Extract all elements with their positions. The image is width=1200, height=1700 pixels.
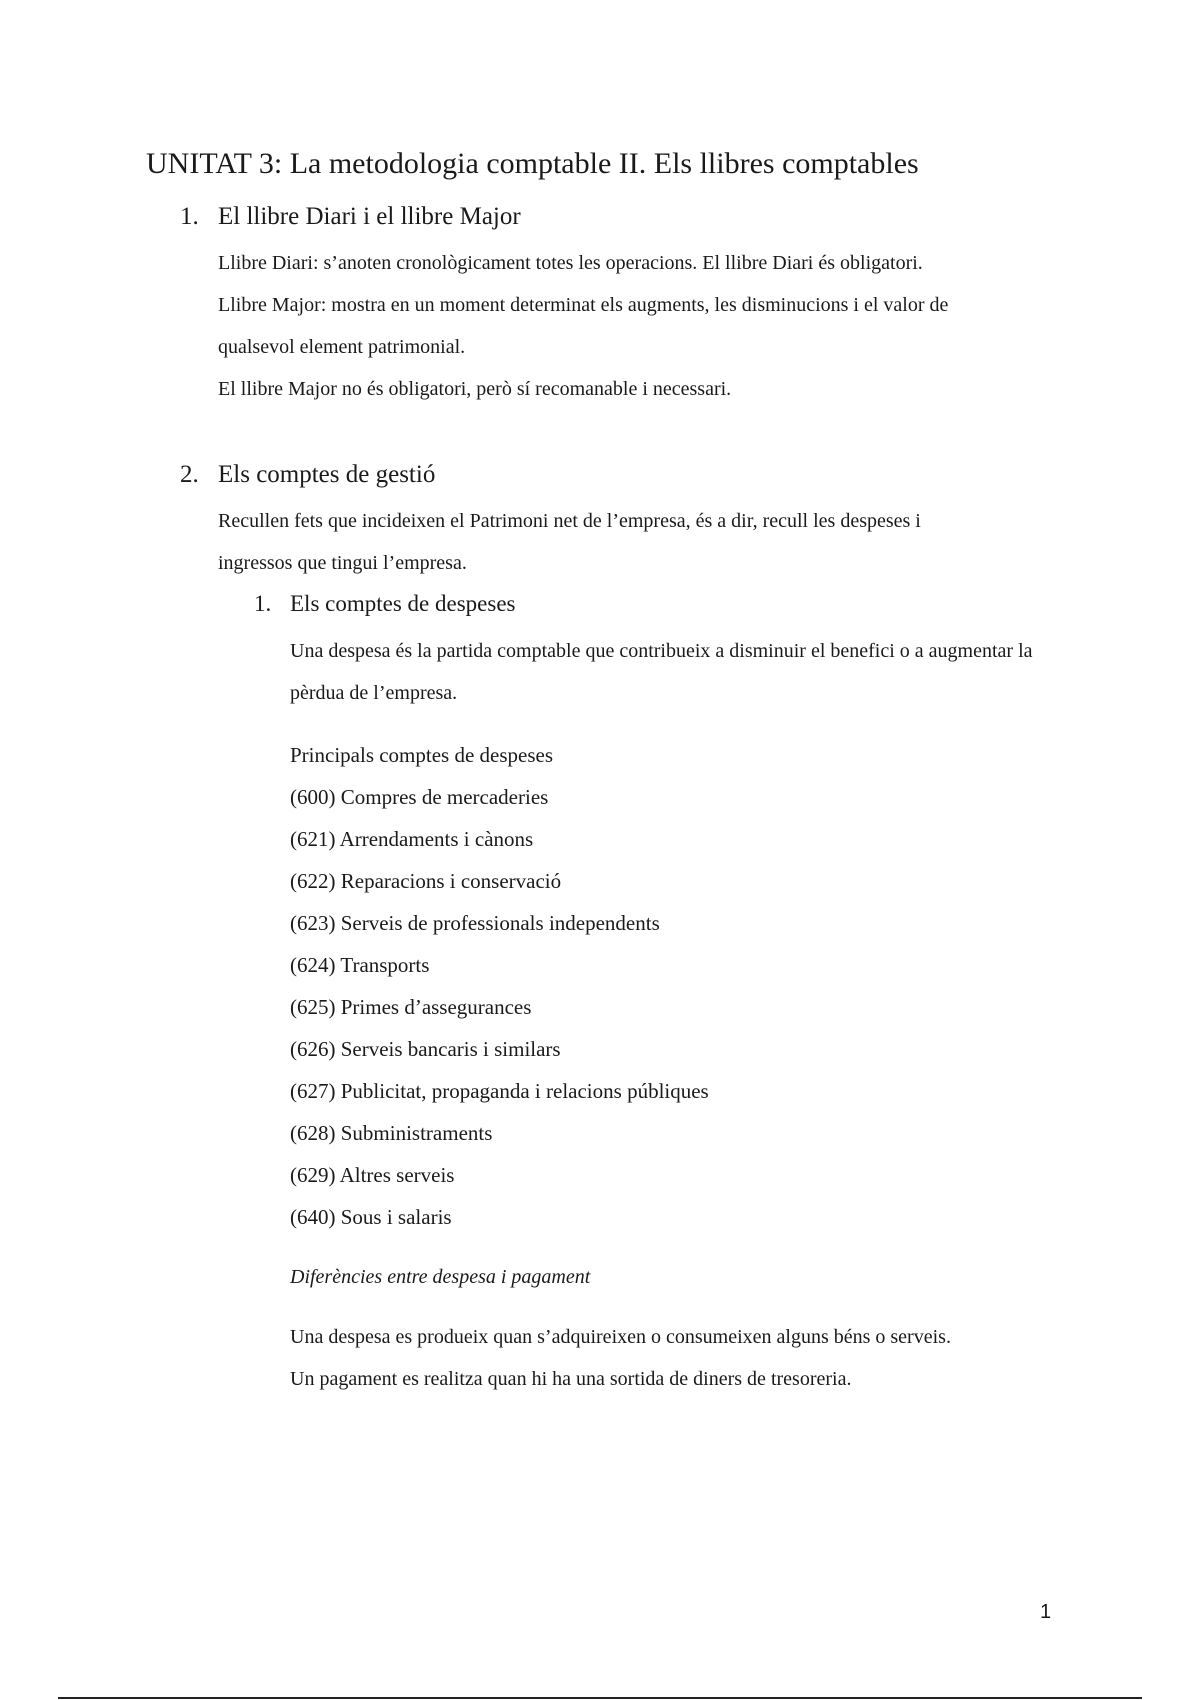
- section-2-body: [218, 500, 998, 584]
- paragraph-despesa: Una despesa es produeix quan s’adquireixen o consumeixen alguns béns o serveis.: [290, 1326, 951, 1348]
- section-1-title: El llibre Diari i el llibre Major: [218, 203, 521, 230]
- section-1-number: 1.: [180, 203, 199, 230]
- expense-accounts-list: [290, 734, 709, 1238]
- section-2-heading: [180, 458, 435, 492]
- page-title: UNITAT 3: La metodologia comptable II. Els llibres comptables: [146, 147, 919, 180]
- section-1-heading: [180, 200, 521, 234]
- list-item: (629) Altres serveis: [290, 1163, 455, 1187]
- paragraph-comptes-gestio: Recullen fets que incideixen el Patrimoni net de l’empresa, és a dir, recull les despeses i ingressos que tingui l’empresa.: [218, 510, 921, 574]
- list-item: (626) Serveis bancaris i similars: [290, 1037, 561, 1061]
- list-item: (628) Subministraments: [290, 1121, 493, 1145]
- subsection-2-1-heading: [254, 588, 515, 620]
- paragraph-pagament: Un pagament es realitza quan hi ha una sortida de diners de tresoreria.: [290, 1368, 852, 1390]
- list-item: (621) Arrendaments i cànons: [290, 827, 534, 851]
- paragraph-major-note: El llibre Major no és obligatori, però sí recomanable i necessari.: [218, 378, 732, 400]
- differences-heading: Diferències entre despesa i pagament: [290, 1266, 591, 1288]
- list-item: (640) Sous i salaris: [290, 1205, 452, 1229]
- list-item: (623) Serveis de professionals independents: [290, 911, 660, 935]
- list-title: Principals comptes de despeses: [290, 743, 554, 767]
- subsection-2-1-intro: [290, 630, 1070, 714]
- paragraph-llibre-diari: Llibre Diari: s’anoten cronològicament totes les operacions. El llibre Diari és obligatori.: [218, 252, 923, 274]
- list-item: (622) Reparacions i conservació: [290, 869, 562, 893]
- subsection-2-1-title: Els comptes de despeses: [290, 591, 516, 616]
- list-item: (627) Publicitat, propaganda i relacions públiques: [290, 1079, 709, 1103]
- footer-divider: [58, 1697, 1142, 1699]
- subsection-2-1-number: 1.: [254, 591, 272, 616]
- paragraph-llibre-major: Llibre Major: mostra en un moment determinat els augments, les disminucions i el valor de qualsevol element patrimonial.: [218, 294, 949, 358]
- section-1-body: [218, 242, 1018, 410]
- list-item: (625) Primes d’assegurances: [290, 995, 532, 1019]
- section-2-title: Els comptes de gestió: [218, 461, 436, 488]
- page-number: 1: [1040, 1601, 1052, 1623]
- section-2-number: 2.: [180, 461, 199, 488]
- list-item: (624) Transports: [290, 953, 430, 977]
- paragraph-despesa-definicio: Una despesa és la partida comptable que contribueix a disminuir el benefici o a augmentar la pèrdua de l’empresa.: [290, 640, 1033, 704]
- differences-body: [290, 1316, 1050, 1400]
- list-item: (600) Compres de mercaderies: [290, 785, 549, 809]
